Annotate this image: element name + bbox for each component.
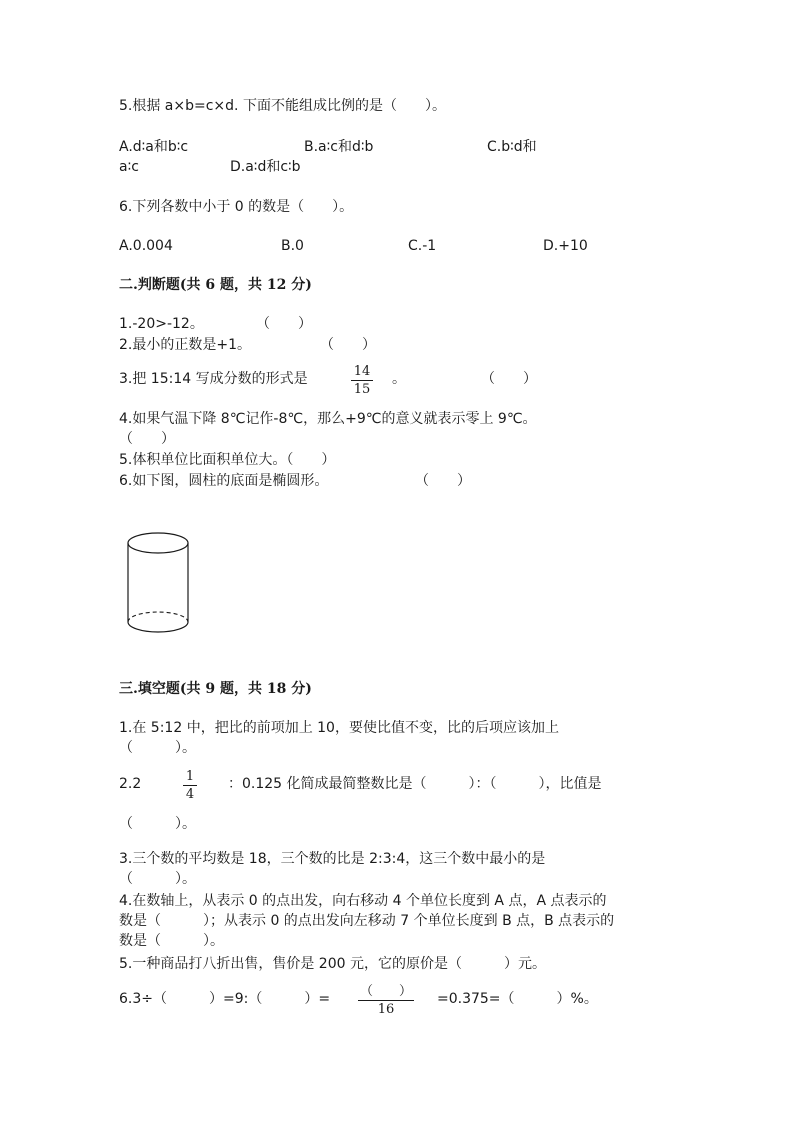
s3-q4-line3: 数是（ ）。 [119, 933, 224, 949]
s2-q4: 4.如果气温下降 8℃记作-8℃，那么+9℃的意义就表示零上 9℃。 [119, 411, 537, 427]
s2-q4-answer-paren: （ ） [119, 431, 175, 447]
fraction-bar [358, 1000, 414, 1001]
q6-stem: 6.下列各数中小于 0 的数是（ ）。 [119, 199, 354, 215]
q5-option-c-continued: a∶c [119, 159, 139, 175]
s3-q6-prefix: 6.3÷（ ）=9:（ ）= [119, 991, 331, 1007]
q5-option-a: A.d∶a和b∶c [119, 139, 189, 155]
fraction-bar [351, 380, 373, 381]
s3-q4: 4.在数轴上，从表示 0 的点出发，向右移动 4 个单位长度到 A 点，A 点表示的 [119, 893, 607, 909]
fraction-denominator: 15 [353, 382, 371, 397]
s3-q6-suffix: =0.375=（ ）%。 [437, 991, 598, 1007]
s2-q3: 3.把 15:14 写成分数的形式是 [119, 371, 308, 387]
s2-q5: 5.体积单位比面积单位大。（ ） [119, 452, 336, 468]
s3-q2-fraction [183, 769, 197, 802]
q5-option-d: D.a∶d和c∶b [230, 159, 301, 175]
q6-option-b: B.0 [281, 238, 304, 254]
s2-q6: 6.如下图，圆柱的底面是椭圆形。 [119, 473, 329, 489]
q6-option-c: C.-1 [408, 238, 437, 254]
s2-q2-answer-paren: （ ） [320, 337, 376, 353]
s2-q2: 2.最小的正数是+1。 [119, 337, 251, 353]
section2-title: 二.判断题(共 6 题，共 12 分) [119, 277, 312, 293]
q5-option-c: C.b∶d和 [487, 139, 537, 155]
fraction-numerator: 1 [185, 769, 195, 784]
s2-q1-answer-paren: （ ） [256, 316, 312, 332]
s2-q3-period: 。 [392, 371, 406, 387]
s3-q3-continued: （ ）。 [119, 871, 196, 887]
section3-title: 三.填空题(共 9 题，共 18 分) [119, 681, 312, 697]
s2-q3-fraction [351, 364, 373, 397]
q5-option-b: B.a∶c和d∶b [304, 139, 374, 155]
s3-q1-continued: （ ）。 [119, 740, 196, 756]
s3-q5: 5.一种商品打八折出售，售价是 200 元，它的原价是（ ）元。 [119, 956, 546, 972]
s3-q1: 1.在 5:12 中，把比的前项加上 10，要使比值不变，比的后项应该加上 [119, 720, 559, 736]
s2-q6-answer-paren: （ ） [415, 473, 471, 489]
fraction-numerator: （ ） [359, 984, 412, 999]
q6-option-d: D.+10 [543, 238, 588, 254]
cylinder-figure [124, 530, 194, 636]
s3-q3: 3.三个数的平均数是 18，三个数的比是 2:3:4，这三个数中最小的是 [119, 851, 546, 867]
fraction-denominator: 16 [377, 1002, 395, 1017]
q6-option-a: A.0.004 [119, 238, 173, 254]
s3-q2-prefix: 2.2 [119, 776, 142, 792]
s3-q2-text: ：0.125 化简成最简整数比是（ ）：（ ），比值是 [228, 776, 602, 792]
s2-q3-answer-paren: （ ） [481, 371, 537, 387]
s2-q1: 1.-20>-12。 [119, 316, 204, 332]
s3-q6-fraction [358, 984, 414, 1017]
fraction-denominator: 4 [185, 787, 195, 802]
s3-q4-line2: 数是（ ）；从表示 0 的点出发向左移动 7 个单位长度到 B 点，B 点表示的 [119, 913, 615, 929]
s3-q2-continued: （ ）。 [119, 816, 196, 832]
fraction-numerator: 14 [353, 364, 371, 379]
q5-stem: 5.根据 a×b=c×d. 下面不能组成比例的是（ ）。 [119, 98, 446, 114]
fraction-bar [183, 785, 197, 786]
